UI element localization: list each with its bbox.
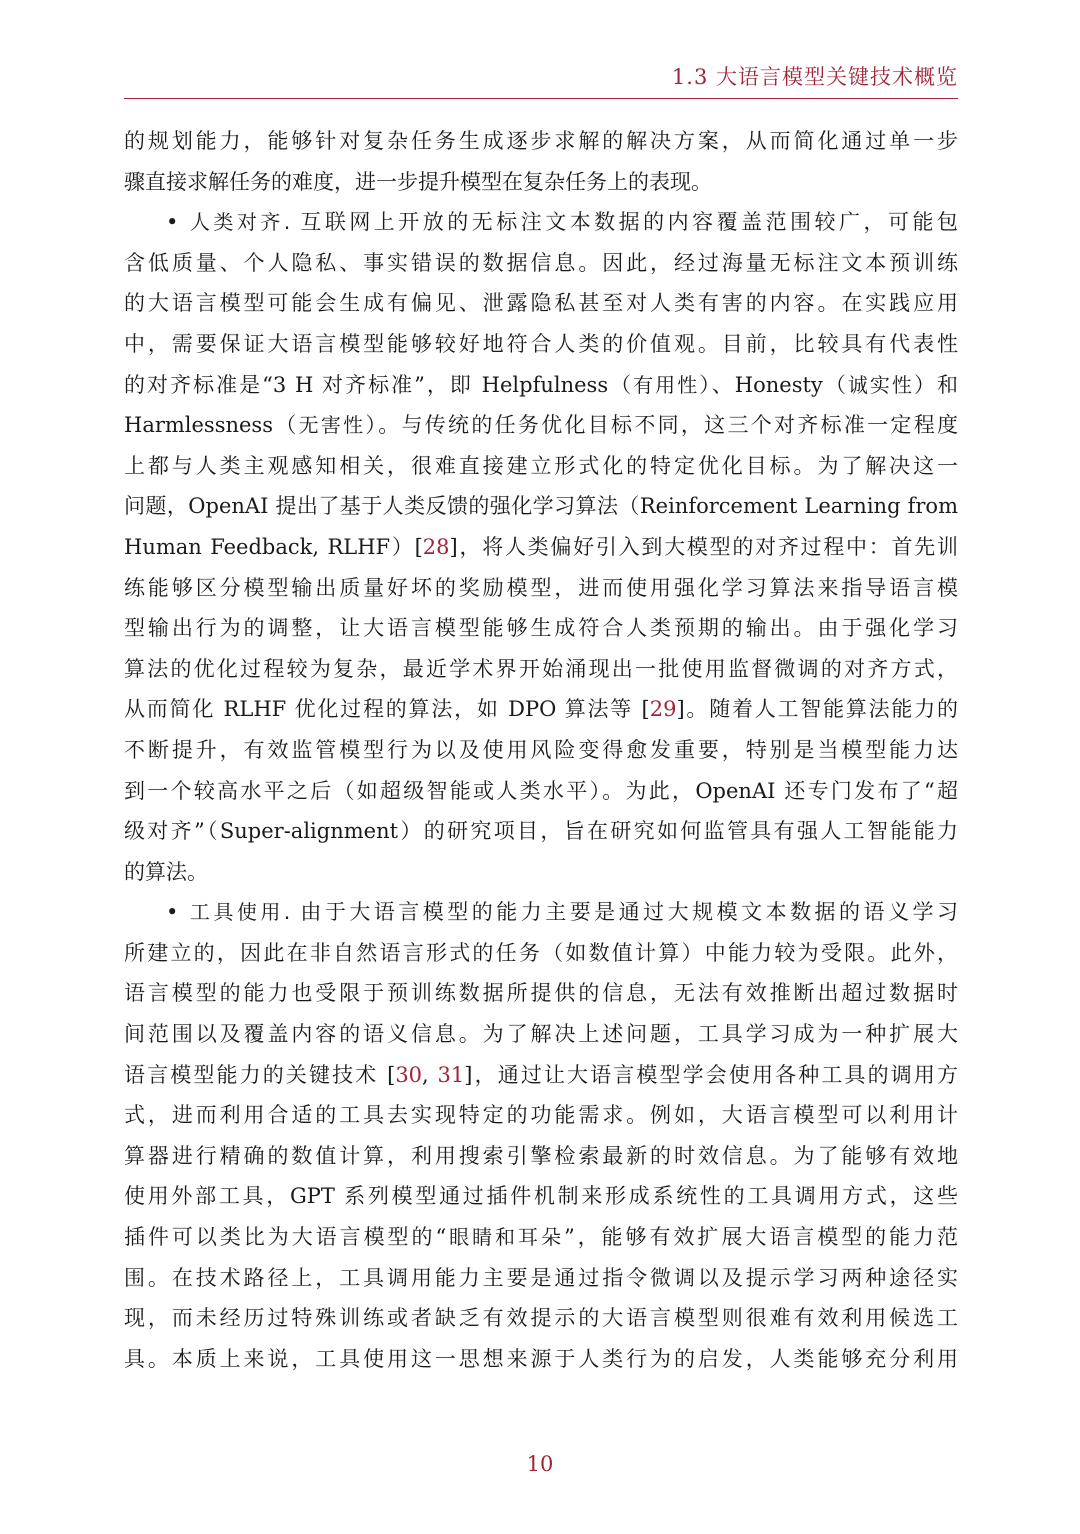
bullet-item-tool-use: [124, 892, 958, 933]
text-line: [124, 1217, 958, 1258]
citation-link[interactable]: 31: [437, 1062, 465, 1087]
citation-link[interactable]: 28: [422, 534, 450, 559]
header-title: 1.3 大语言模型关键技术概览: [671, 65, 958, 89]
text-line: [124, 1055, 958, 1096]
text-span: ）、Honesty（: [699, 372, 848, 397]
emphasis-term: 无害性: [298, 413, 366, 438]
text-line: 语言模型的能力也受限于预训练数据所提供的信息，无法有效推断出超过数据时: [124, 981, 958, 1006]
text-line: 现，而未经历过特殊训练或者缺乏有效提示的大语言模型则很难有效利用候选工: [124, 1306, 958, 1331]
text-line: 围。在技术路径上，工具调用能力主要是通过指令微调以及提示学习两种途径实: [124, 1265, 958, 1290]
text-line: 算法的优化过程较为复杂，最近学术界开始涌现出一批使用监督微调的对齐方式，: [124, 656, 958, 681]
text-span: ]，将人类偏好引入到大模型的对齐过程中：首先训: [449, 534, 958, 559]
bullet-marker: •: [166, 900, 179, 925]
emphasis-term: 眼睛和耳朵: [446, 1225, 564, 1250]
running-header: [124, 62, 958, 99]
text-line: 到一个较高水平之后（如超级智能或人类水平）。为此，OpenAI 还专门发布了“超: [124, 778, 958, 803]
text-line: 具。本质上来说，工具使用这一思想来源于人类行为的启发，人类能够充分利用: [124, 1346, 958, 1371]
text-line: 算器进行精确的数值计算，利用搜索引擎检索最新的时效信息。为了能够有效地: [124, 1143, 958, 1168]
bullet-term: 工具使用.: [186, 900, 291, 925]
text-line: 不断提升，有效监管模型行为以及使用风险变得愈发重要，特别是当模型能力达: [124, 737, 958, 762]
text-line: 练能够区分模型输出质量好坏的奖励模型，进而使用强化学习算法来指导语言模: [124, 575, 958, 600]
text-span: 插件可以类比为大语言模型的“: [124, 1225, 447, 1250]
emphasis-term: 有用性: [633, 372, 700, 397]
bullet-term: 人类对齐.: [186, 210, 291, 235]
text-line: 型输出行为的调整，让大语言模型能够生成符合人类预期的输出。由于强化学习: [124, 616, 958, 641]
text-line: 含低质量、个人隐私、事实错误的数据信息。因此，经过海量无标注文本预训练: [124, 250, 958, 275]
text-line: 使用外部工具，GPT 系列模型通过插件机制来形成系统性的工具调用方式，这些: [124, 1184, 958, 1209]
text-line: 的规划能力，能够针对复杂任务生成逐步求解的解决方案，从而简化通过单一步: [124, 129, 958, 153]
text-line: [124, 527, 958, 568]
text-line: 上都与人类主观感知相关，很难直接建立形式化的特定优化目标。为了解决这一: [124, 453, 958, 478]
citation-link[interactable]: 29: [649, 697, 677, 722]
text-line: 间范围以及覆盖内容的语义信息。为了解决上述问题，工具学习成为一种扩展大: [124, 1022, 958, 1047]
page-number: 10: [526, 1452, 554, 1476]
text-line: 所建立的，因此在非自然语言形式的任务（如数值计算）中能力较为受限。此外，: [124, 940, 958, 965]
text-span: ）和: [913, 372, 958, 397]
text-span: 从而简化 RLHF 优化过程的算法，如 DPO 算法等 [: [124, 697, 650, 722]
text-span: ,: [422, 1062, 438, 1087]
text-line: 的大语言模型可能会生成有偏见、泄露隐私甚至对人类有害的内容。在实践应用: [124, 291, 958, 316]
text-span: ”，能够有效扩展大语言模型的能力范: [563, 1225, 958, 1250]
text-line: 骤直接求解任务的难度，进一步提升模型在复杂任务上的表现。: [124, 169, 712, 194]
emphasis-term: 诚实性: [847, 372, 914, 397]
text-line: [124, 689, 958, 730]
text-span: 互联网上开放的无标注文本数据的内容覆盖范围较广，可能包: [290, 210, 958, 235]
bullet-marker: •: [166, 210, 179, 235]
text-line: 问题，OpenAI 提出了基于人类反馈的强化学习算法（Reinforcement Learning from: [124, 494, 958, 519]
text-span: 语言模型能力的关键技术 [: [124, 1062, 396, 1087]
text-span: ]，通过让大语言模型学会使用各种工具的调用方: [464, 1062, 958, 1087]
text-line: 级对齐”（Super-alignment）的研究项目，旨在研究如何监管具有强人工智能能力: [124, 819, 958, 844]
text-line: 式，进而利用合适的工具去实现特定的功能需求。例如，大语言模型可以利用计: [124, 1103, 958, 1128]
citation-link[interactable]: 30: [395, 1062, 423, 1087]
text-span: 由于大语言模型的能力主要是通过大规模文本数据的语义学习: [290, 900, 958, 925]
text-span: Human Feedback, RLHF）[: [124, 534, 423, 559]
text-line: 的算法。: [124, 859, 208, 884]
text-line: [124, 365, 958, 406]
text-span: Harmlessness（: [124, 413, 299, 438]
body-text: [124, 121, 958, 1379]
text-span: ）。与传统的任务优化目标不同，这三个对齐标准一定程度: [365, 413, 958, 438]
text-line: [124, 405, 958, 446]
text-span: ]。随着人工智能算法能力的: [676, 697, 958, 722]
text-span: 的对齐标准是“3 H 对齐标准”，即 Helpfulness（: [124, 372, 634, 397]
text-line: 中，需要保证大语言模型能够较好地符合人类的价值观。目前，比较具有代表性: [124, 331, 958, 356]
bullet-item-alignment: [124, 202, 958, 243]
